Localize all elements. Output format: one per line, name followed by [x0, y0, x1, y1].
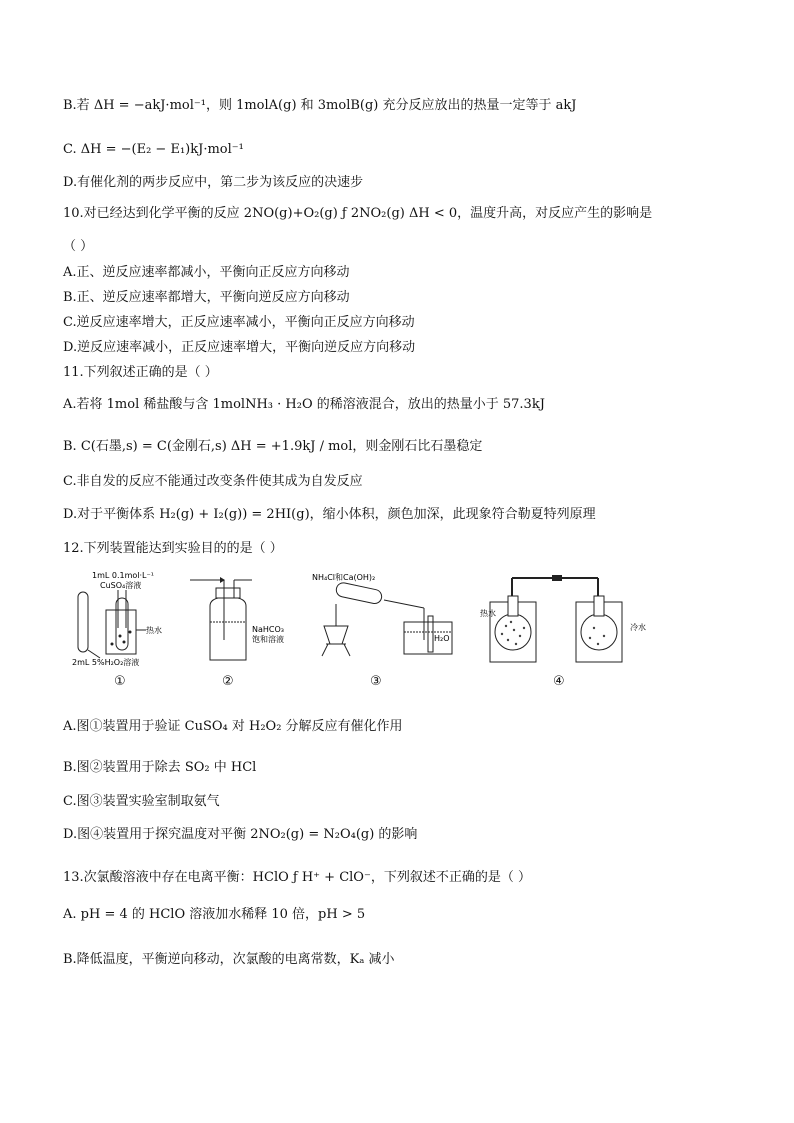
option-10c: C.逆反应速率增大，正反应速率减小，平衡向正反应方向移动	[63, 315, 415, 330]
question-12-stem: 12.下列装置能达到实验目的的是（ ）	[63, 541, 283, 556]
question-10-blank: （ ）	[63, 239, 94, 254]
fig4-number: ④	[553, 674, 565, 689]
figure-4	[480, 570, 670, 695]
fig2-number: ②	[222, 674, 234, 689]
figure-4-drawing	[480, 570, 670, 670]
option-12c: C.图③装置实验室制取氨气	[63, 794, 220, 809]
fig1-top-label-2: CuSO₄溶液	[100, 581, 142, 590]
fig1-bottom-label: 2mL 5%H₂O₂溶液	[72, 658, 140, 667]
option-9c: C. ΔH = −(E₂ − E₁)kJ·mol⁻¹	[63, 142, 244, 157]
question-11-stem: 11.下列叙述正确的是（ ）	[63, 365, 218, 380]
figure-3-drawing	[306, 570, 476, 670]
option-11b: B. C(石墨,s) = C(金刚石,s) ΔH = +1.9kJ / mol，则金刚石比石墨稳定	[63, 439, 483, 454]
fig2-label-1: NaHCO₃	[252, 625, 284, 634]
option-9d: D.有催化剂的两步反应中，第二步为该反应的决速步	[63, 175, 364, 190]
fig3-number: ③	[370, 674, 382, 689]
question-13-stem: 13.次氯酸溶液中存在电离平衡：HClO ƒ H⁺ + ClO⁻，下列叙述不正确的是（ ）	[63, 870, 531, 885]
fig2-label-2: 饱和溶液	[252, 635, 284, 644]
fig1-number: ①	[114, 674, 126, 689]
figure-2	[188, 570, 298, 695]
fig4-label-hot: 热水	[480, 609, 496, 618]
option-10a: A.正、逆反应速率都减小，平衡向正反应方向移动	[63, 265, 350, 280]
figure-3	[306, 570, 476, 695]
option-13a: A. pH = 4 的 HClO 溶液加水稀释 10 倍，pH > 5	[63, 907, 366, 922]
option-11d: D.对于平衡体系 H₂(g) + I₂(g)) = 2HI(g)，缩小体积，颜色加深，此现象符合勒夏特列原理	[63, 507, 596, 522]
option-11c: C.非自发的反应不能通过改变条件使其成为自发反应	[63, 474, 363, 489]
apparatus-figures	[70, 570, 670, 695]
fig1-side-label: 热水	[146, 626, 162, 635]
option-10d: D.逆反应速率减小，正反应速率增大，平衡向逆反应方向移动	[63, 340, 416, 355]
fig4-label-cold: 冷水	[630, 623, 646, 632]
question-10-stem: 10.对已经达到化学平衡的反应 2NO(g)+O₂(g) ƒ 2NO₂(g) ΔH < 0，温度升高，对反应产生的影响是	[63, 206, 653, 221]
figure-1-drawing	[70, 570, 180, 670]
option-12a: A.图①装置用于验证 CuSO₄ 对 H₂O₂ 分解反应有催化作用	[63, 719, 403, 734]
fig1-top-label-1: 1mL 0.1mol·L⁻¹	[92, 571, 154, 580]
fig3-label-water: H₂O	[434, 634, 450, 643]
option-10b: B.正、逆反应速率都增大，平衡向逆反应方向移动	[63, 290, 350, 305]
option-9b: B.若 ΔH = −akJ·mol⁻¹，则 1molA(g) 和 3molB(g) 充分反应放出的热量一定等于 akJ	[63, 98, 577, 113]
option-12d: D.图④装置用于探究温度对平衡 2NO₂(g) = N₂O₄(g) 的影响	[63, 827, 418, 842]
option-12b: B.图②装置用于除去 SO₂ 中 HCl	[63, 760, 257, 775]
fig3-label-top: NH₄Cl和Ca(OH)₂	[312, 573, 376, 582]
figure-2-drawing	[188, 570, 298, 670]
figure-1	[70, 570, 180, 695]
option-13b: B.降低温度，平衡逆向移动，次氯酸的电离常数，Kₐ 减小	[63, 952, 395, 967]
option-11a: A.若将 1mol 稀盐酸与含 1molNH₃ · H₂O 的稀溶液混合，放出的热量小于 57.3kJ	[63, 397, 545, 412]
